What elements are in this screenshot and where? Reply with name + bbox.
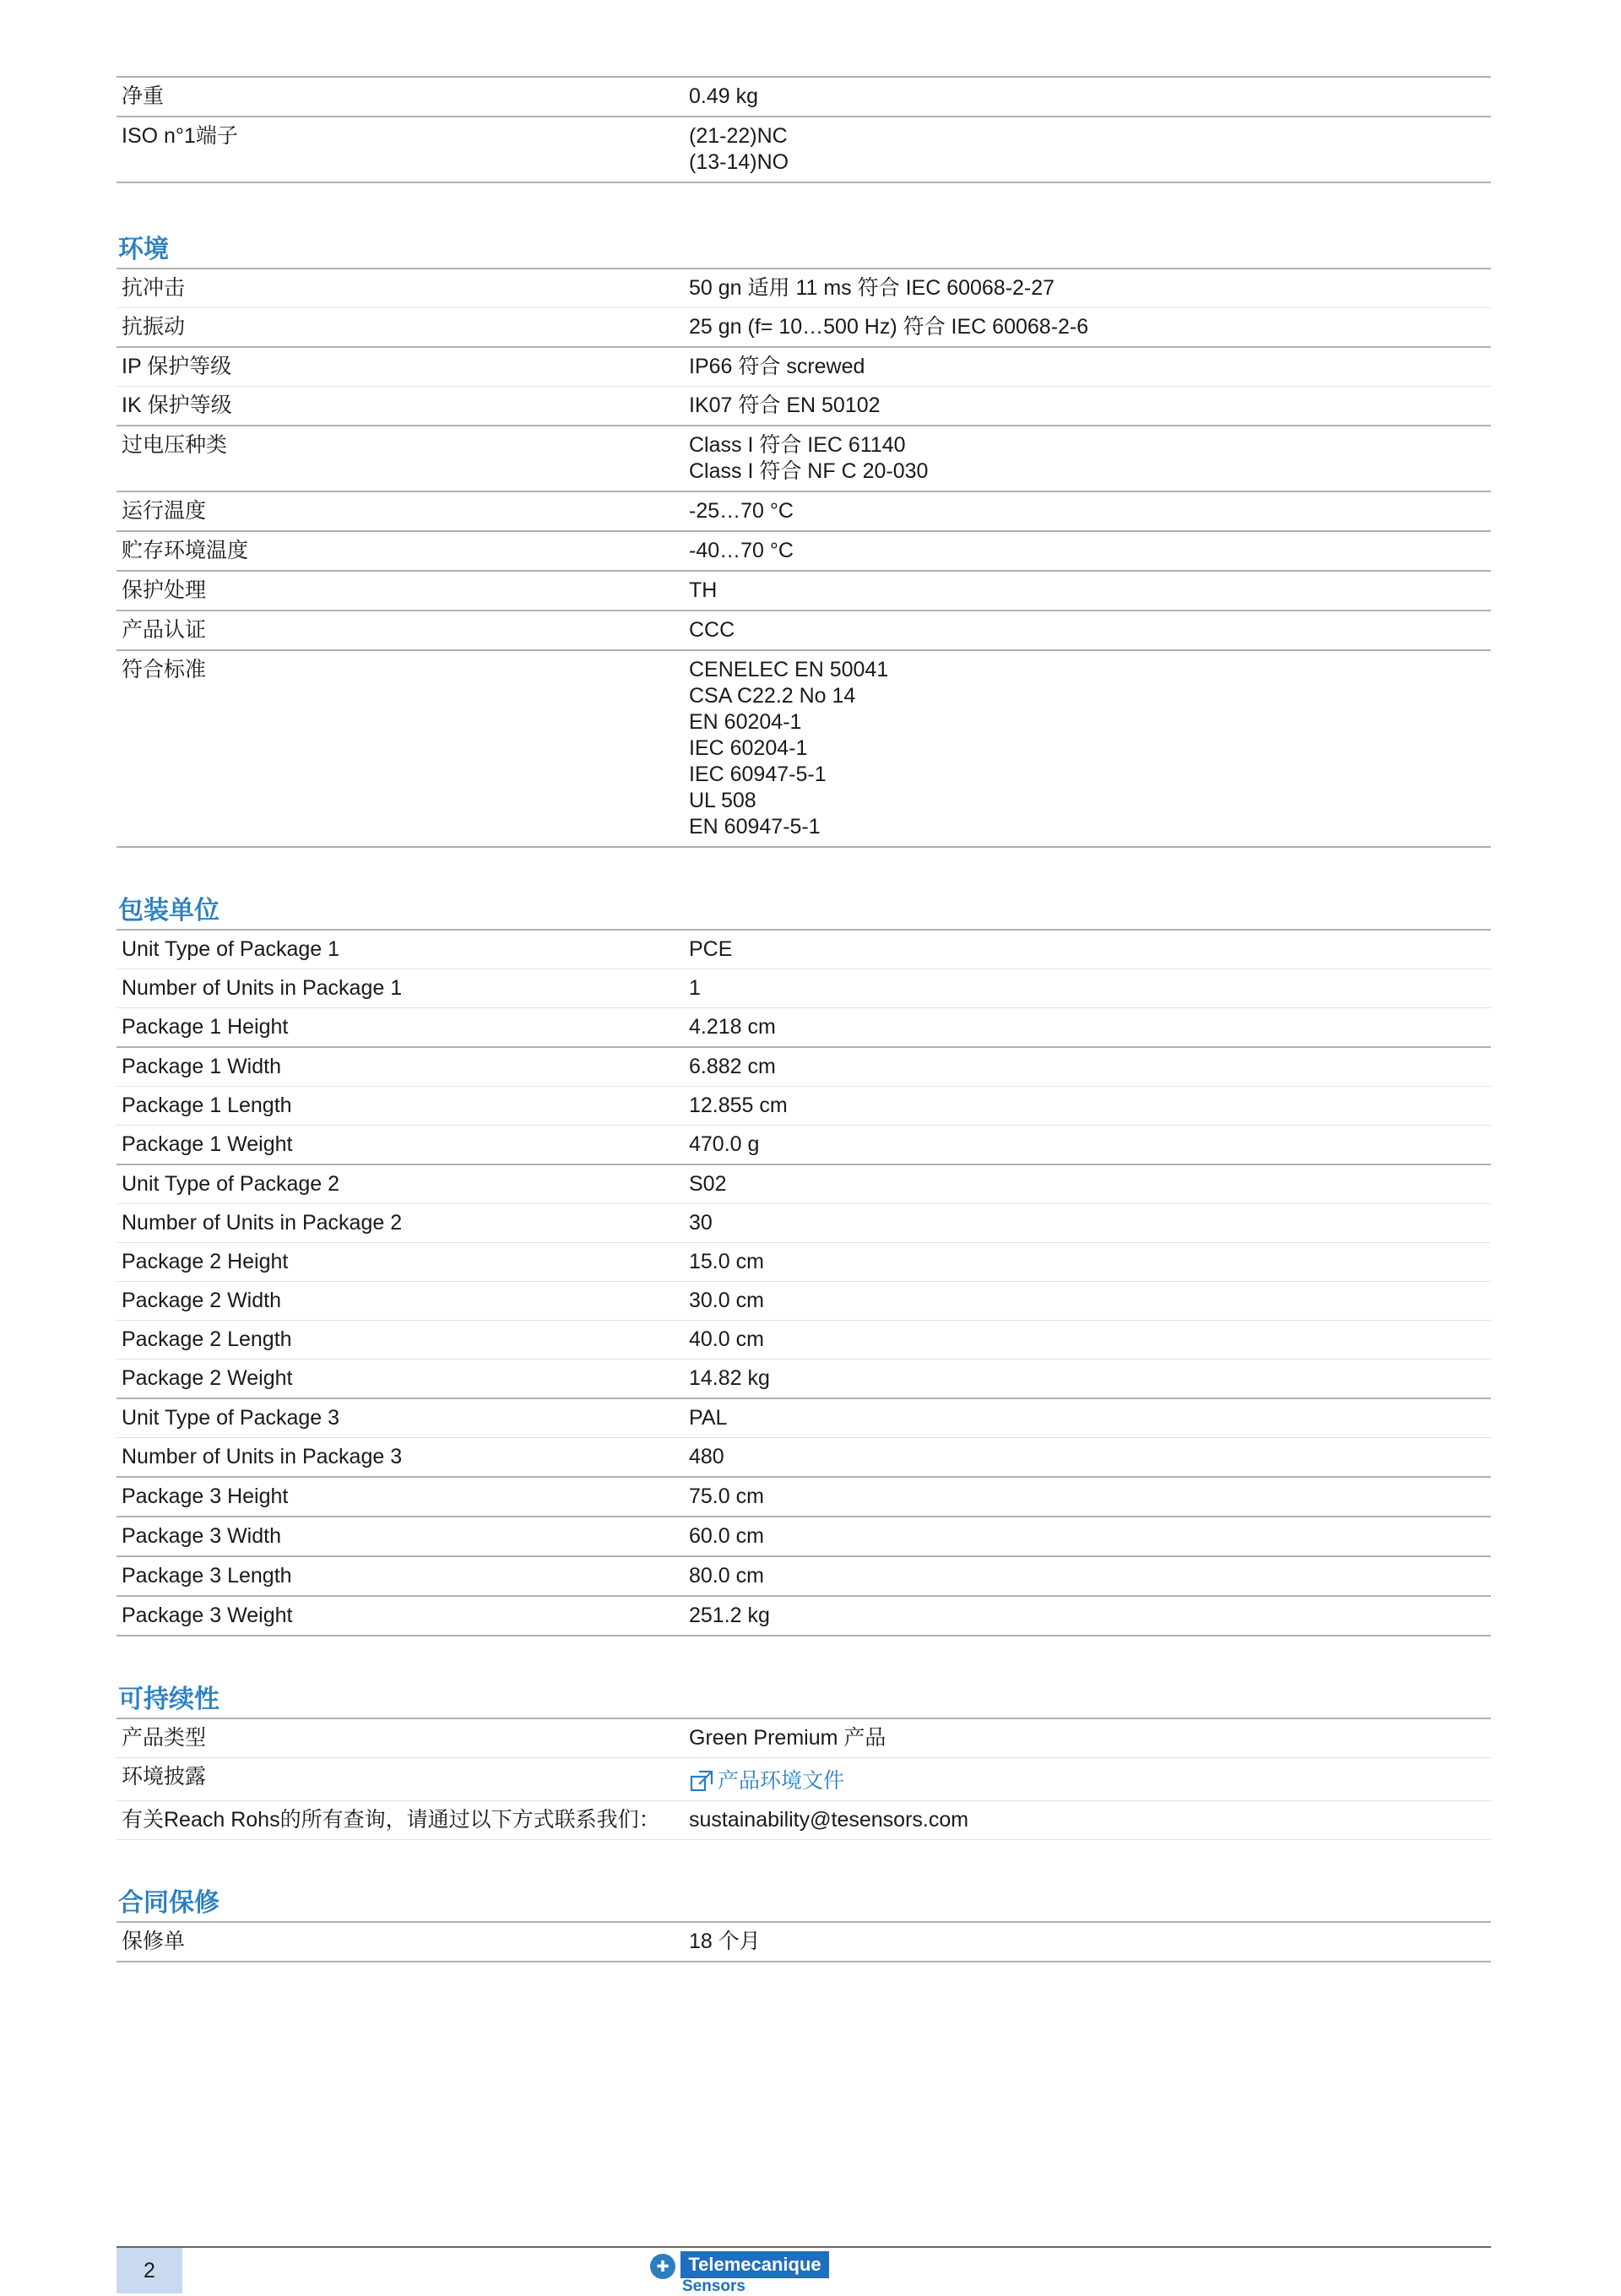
spec-label: 产品认证 bbox=[122, 618, 207, 642]
spec-label: Unit Type of Package 3 bbox=[122, 1406, 340, 1430]
spec-row bbox=[117, 929, 1491, 969]
spec-row bbox=[117, 1164, 1491, 1203]
brand-logo bbox=[650, 2251, 836, 2295]
spec-value: 4.218 cm bbox=[689, 1015, 776, 1039]
spec-value: 18 个月 bbox=[689, 1930, 761, 1953]
spec-row bbox=[117, 268, 1491, 307]
spec-value: 6.882 cm bbox=[689, 1055, 776, 1078]
spec-label: IP 保护等级 bbox=[122, 355, 232, 378]
spec-value: PAL bbox=[689, 1406, 728, 1430]
spec-value: CCC bbox=[689, 618, 735, 642]
sustainability-table bbox=[117, 1718, 1491, 1840]
spec-label: Package 3 Width bbox=[122, 1524, 281, 1548]
spec-value: TH bbox=[689, 578, 718, 602]
spec-row bbox=[117, 491, 1491, 530]
spec-value: 30.0 cm bbox=[689, 1289, 764, 1312]
spec-label: 保修单 bbox=[122, 1930, 186, 1953]
spec-row bbox=[117, 969, 1491, 1007]
spec-value: S02 bbox=[689, 1172, 727, 1196]
spec-row bbox=[117, 1476, 1491, 1516]
spec-value: 0.49 kg bbox=[689, 84, 759, 108]
spec-value: 60.0 cm bbox=[689, 1524, 764, 1548]
spec-value: IK07 符合 EN 50102 bbox=[689, 394, 881, 417]
environment-doc-link[interactable] bbox=[684, 1758, 1491, 1800]
spec-row bbox=[117, 649, 1491, 848]
spec-value: Green Premium 产品 bbox=[689, 1726, 886, 1750]
spec-value: 480 bbox=[689, 1445, 724, 1468]
spec-label: Number of Units in Package 3 bbox=[122, 1445, 403, 1468]
spec-row bbox=[117, 386, 1491, 425]
page-number: 2 bbox=[117, 2248, 182, 2293]
spec-label: 产品类型 bbox=[122, 1726, 207, 1750]
logo-sub: Sensors bbox=[682, 2277, 745, 2295]
spec-row bbox=[117, 1242, 1491, 1281]
spec-value: -40…70 °C bbox=[689, 539, 794, 562]
spec-row bbox=[117, 1359, 1491, 1398]
footer-divider bbox=[117, 2246, 1491, 2248]
spec-value: 40.0 cm bbox=[689, 1327, 764, 1351]
top-spec-table bbox=[117, 76, 1491, 183]
section-title-packaging: 包装单位 bbox=[118, 897, 220, 925]
spec-label: Package 1 Height bbox=[122, 1015, 289, 1039]
spec-label: 符合标准 bbox=[122, 658, 207, 681]
spec-row bbox=[117, 570, 1491, 610]
spec-row bbox=[117, 1046, 1491, 1086]
spec-label: Package 2 Height bbox=[122, 1250, 289, 1273]
external-link-icon bbox=[689, 1769, 714, 1794]
spec-row bbox=[117, 1007, 1491, 1046]
spec-label: Package 1 Length bbox=[122, 1094, 292, 1117]
spec-row bbox=[117, 1800, 1491, 1840]
logo-mark-icon: ✚ bbox=[650, 2254, 675, 2279]
spec-label: 抗冲击 bbox=[122, 276, 186, 300]
spec-label: Package 3 Height bbox=[122, 1485, 289, 1508]
spec-label: 过电压种类 bbox=[122, 433, 228, 457]
spec-row bbox=[117, 1398, 1491, 1437]
spec-row bbox=[117, 1086, 1491, 1125]
spec-row bbox=[117, 1921, 1491, 1962]
spec-value: 15.0 cm bbox=[689, 1250, 764, 1273]
spec-value: 75.0 cm bbox=[689, 1485, 764, 1508]
spec-value: (21-22)NC (13-14)NO bbox=[689, 124, 789, 174]
spec-row bbox=[117, 1516, 1491, 1555]
spec-label: Unit Type of Package 2 bbox=[122, 1172, 340, 1196]
spec-label: 贮存环境温度 bbox=[122, 539, 249, 562]
section-title-warranty: 合同保修 bbox=[118, 1889, 220, 1917]
spec-label: Package 3 Length bbox=[122, 1564, 292, 1588]
spec-row bbox=[117, 1125, 1491, 1164]
spec-label: 抗振动 bbox=[122, 315, 186, 339]
spec-row bbox=[117, 346, 1491, 386]
spec-row bbox=[117, 530, 1491, 570]
spec-label: Package 1 Weight bbox=[122, 1132, 293, 1156]
spec-value: 80.0 cm bbox=[689, 1564, 764, 1588]
spec-row bbox=[117, 1555, 1491, 1595]
spec-value: 470.0 g bbox=[689, 1132, 760, 1156]
spec-value: -25…70 °C bbox=[689, 499, 794, 523]
spec-label: 环境披露 bbox=[122, 1765, 207, 1788]
spec-row bbox=[117, 1437, 1491, 1476]
spec-label: Package 2 Weight bbox=[122, 1366, 293, 1390]
spec-row bbox=[117, 1595, 1491, 1637]
spec-value: 12.855 cm bbox=[689, 1094, 788, 1117]
spec-row bbox=[117, 1320, 1491, 1359]
spec-label: Package 1 Width bbox=[122, 1055, 281, 1078]
spec-row bbox=[117, 116, 1491, 183]
spec-row bbox=[117, 1203, 1491, 1242]
spec-value: IP66 符合 screwed bbox=[689, 355, 865, 378]
contact-email[interactable]: sustainability@tesensors.com bbox=[689, 1808, 969, 1832]
spec-row bbox=[117, 1757, 1491, 1800]
spec-label: 有关Reach Rohs的所有查询，请通过以下方式联系我们： bbox=[122, 1808, 660, 1832]
spec-value: 30 bbox=[689, 1211, 713, 1235]
spec-value: 251.2 kg bbox=[689, 1604, 770, 1627]
spec-value: Class I 符合 IEC 61140 Class I 符合 NF C 20-030 bbox=[689, 433, 929, 483]
spec-value: 50 gn 适用 11 ms 符合 IEC 60068-2-27 bbox=[689, 276, 1055, 300]
spec-row bbox=[117, 76, 1491, 116]
spec-label: ISO n°1端子 bbox=[122, 124, 238, 148]
environment-table bbox=[117, 268, 1491, 848]
spec-label: 净重 bbox=[122, 84, 165, 108]
spec-row bbox=[117, 610, 1491, 649]
spec-value: 25 gn (f= 10…500 Hz) 符合 IEC 60068-2-6 bbox=[689, 315, 1089, 339]
spec-value: 14.82 kg bbox=[689, 1366, 770, 1390]
warranty-table bbox=[117, 1921, 1491, 1962]
spec-label: 运行温度 bbox=[122, 499, 207, 523]
spec-row bbox=[117, 425, 1491, 491]
spec-value: CENELEC EN 50041 CSA C22.2 No 14 EN 60204-1 IEC 60204-1 IEC 60947-5-1 UL 508 EN 60947-5-1 bbox=[689, 658, 889, 839]
packaging-table bbox=[117, 929, 1491, 1637]
environment-doc-link-label: 产品环境文件 bbox=[718, 1769, 845, 1793]
spec-label: Number of Units in Package 1 bbox=[122, 976, 403, 1000]
spec-value: 1 bbox=[689, 976, 701, 1000]
logo-name: Telemecanique bbox=[680, 2251, 829, 2278]
spec-label: Unit Type of Package 1 bbox=[122, 937, 340, 961]
spec-value: PCE bbox=[689, 937, 733, 961]
spec-row bbox=[117, 307, 1491, 346]
spec-row bbox=[117, 1281, 1491, 1320]
spec-label: 保护处理 bbox=[122, 578, 207, 602]
datasheet-page bbox=[117, 0, 1491, 1962]
spec-label: Package 3 Weight bbox=[122, 1604, 293, 1627]
spec-label: IK 保护等级 bbox=[122, 394, 232, 417]
spec-label: Package 2 Width bbox=[122, 1289, 281, 1312]
section-title-sustainability: 可持续性 bbox=[118, 1685, 220, 1713]
spec-row bbox=[117, 1718, 1491, 1757]
spec-label: Number of Units in Package 2 bbox=[122, 1211, 403, 1235]
spec-label: Package 2 Length bbox=[122, 1327, 292, 1351]
section-title-environment: 环境 bbox=[118, 236, 169, 263]
